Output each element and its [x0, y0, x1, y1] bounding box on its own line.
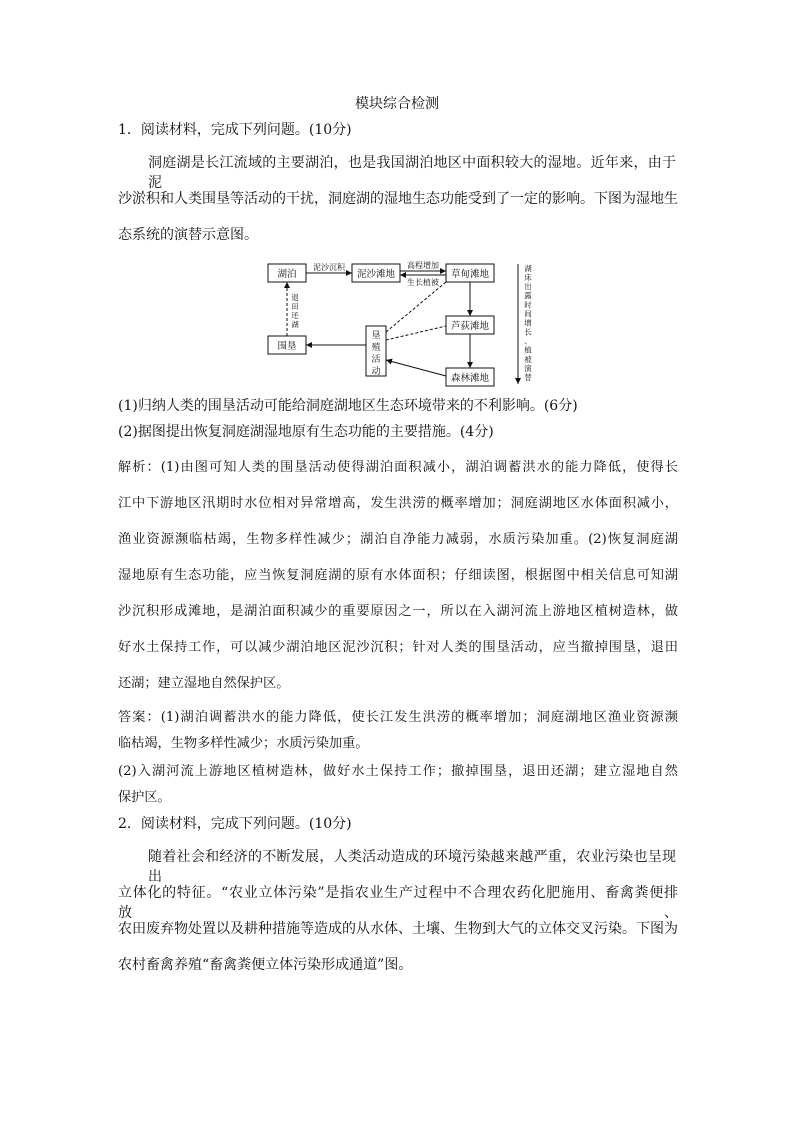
label-farming-char: 垦: [371, 331, 381, 341]
label-succession-char: 露: [524, 291, 532, 301]
label-succession-char: 湖: [524, 264, 532, 273]
label-grass-flat: 草甸滩地: [450, 269, 490, 280]
analysis-line: 还湖；建立湿地自然保护区。: [118, 676, 290, 691]
label-succession-char: 被: [524, 354, 532, 364]
label-farming-char: 殖: [371, 343, 381, 353]
q1-sub-question-1: (1)归纳人类的围垦活动可能给洞庭湖地区生态环境带来的不利影响。(6分): [118, 398, 578, 414]
label-mud-flat: 泥沙滩地: [356, 269, 396, 280]
label-reclaim: 围垦: [277, 341, 297, 352]
analysis-line: 江中下游地区汛期时水位相对异常增高，发生洪涝的概率增加；洞庭湖地区水体面积减小，: [118, 496, 678, 511]
q2-heading: 2．阅读材料，完成下列问题。(10分): [118, 816, 352, 832]
answer-line: (2)入湖河流上游地区植树造林，做好水土保持工作；撤掉围垦，退田还湖；建立湿地自然: [118, 764, 678, 779]
label-succession-char: 、: [524, 336, 532, 346]
label-succession-char: 替: [524, 372, 532, 382]
label-forest-flat: 森林滩地: [450, 373, 490, 384]
q1-heading: 1．阅读材料，完成下列问题。(10分): [118, 122, 352, 138]
analysis-line: 湿地原有生态功能，应当恢复洞庭湖的原有水体面积；仔细读图，根据图中相关信息可知湖: [118, 568, 678, 583]
label-succession-char: 出: [524, 282, 532, 292]
q1-material-line: 态系统的演替示意图。: [118, 227, 258, 243]
label-succession-char: 增: [524, 318, 532, 328]
label-farming-vertical: [371, 330, 380, 377]
analysis-line: 沙沉积形成滩地，是湖泊面积减少的重要原因之一，所以在入湖河流上游地区植树造林，做: [118, 604, 678, 619]
answer-line: 保护区。: [118, 790, 171, 805]
label-return-char: 田: [291, 302, 299, 311]
analysis-line: 好水土保持工作，可以减少湖泊地区泥沙沉积；针对人类的围垦活动，应当撤掉围垦，退田: [118, 640, 678, 655]
answer-line: 临枯竭，生物多样性减少；水质污染加重。: [118, 736, 369, 751]
q1-sub-question-2: (2)据图提出恢复洞庭湖湿地原有生态功能的主要措施。(4分): [118, 424, 494, 440]
label-farming-char: 动: [371, 367, 381, 377]
answer-line: 答案：(1)湖泊调蓄洪水的能力降低，使长江发生洪涝的概率增加；洞庭湖地区渔业资源濒: [118, 710, 678, 725]
label-succession-char: 植: [524, 345, 532, 355]
q2-material-line: 随着社会和经济的不断发展，人类活动造成的环境污染越来越严重，农业污染也呈现出: [148, 849, 676, 885]
label-succession-char: 间: [524, 309, 532, 319]
analysis-line: 渔业资源濒临枯竭，生物多样性减少；湖泊自净能力减弱，水质污染加重。(2)恢复洞庭湖: [118, 532, 678, 547]
label-elevation: 高程增加: [407, 261, 439, 270]
label-lake: 湖泊: [277, 269, 297, 280]
label-succession-char: 长: [524, 327, 532, 337]
q2-material-line: 立体化的特征。“农业立体污染”是指农业生产过程中不合理农药化肥施用、畜禽粪便排放、: [118, 885, 678, 921]
analysis-line: 解析：(1)由图可知人类的围垦活动使得湖泊面积减小，湖泊调蓄洪水的能力降低，使得长: [118, 460, 678, 475]
page-title: 模块综合检测: [355, 96, 439, 112]
label-return-char: 还: [291, 311, 299, 320]
label-return-vertical: [291, 293, 299, 329]
label-succession-char: 时: [524, 300, 532, 310]
label-return-char: 湖: [291, 320, 299, 329]
label-reed-flat: 芦荻滩地: [450, 321, 490, 332]
q2-material-line: 农田废弃物处置以及耕种措施等造成的从水体、土壤、生物到大气的立体交叉污染。下图为: [118, 921, 678, 937]
q2-material-line: 农村畜禽养殖“畜禽粪便立体污染形成通道”图。: [118, 957, 413, 973]
label-vegetation: 生长植被: [407, 278, 439, 287]
label-return-char: 退: [291, 293, 299, 302]
label-sediment: 泥沙沉积: [313, 263, 345, 272]
label-farming-char: 活: [371, 355, 381, 365]
label-succession-char: 床: [524, 273, 532, 283]
wetland-succession-diagram: [262, 258, 534, 388]
q1-material-line: 沙淤积和人类围垦等活动的干扰，洞庭湖的湿地生态功能受到了一定的影响。下图为湿地生: [118, 191, 678, 207]
label-succession-vertical: [524, 263, 533, 382]
label-succession-char: 演: [524, 363, 532, 373]
q1-material-line: 洞庭湖是长江流域的主要湖泊，也是我国湖泊地区中面积较大的湿地。近年来，由于泥: [148, 155, 676, 191]
